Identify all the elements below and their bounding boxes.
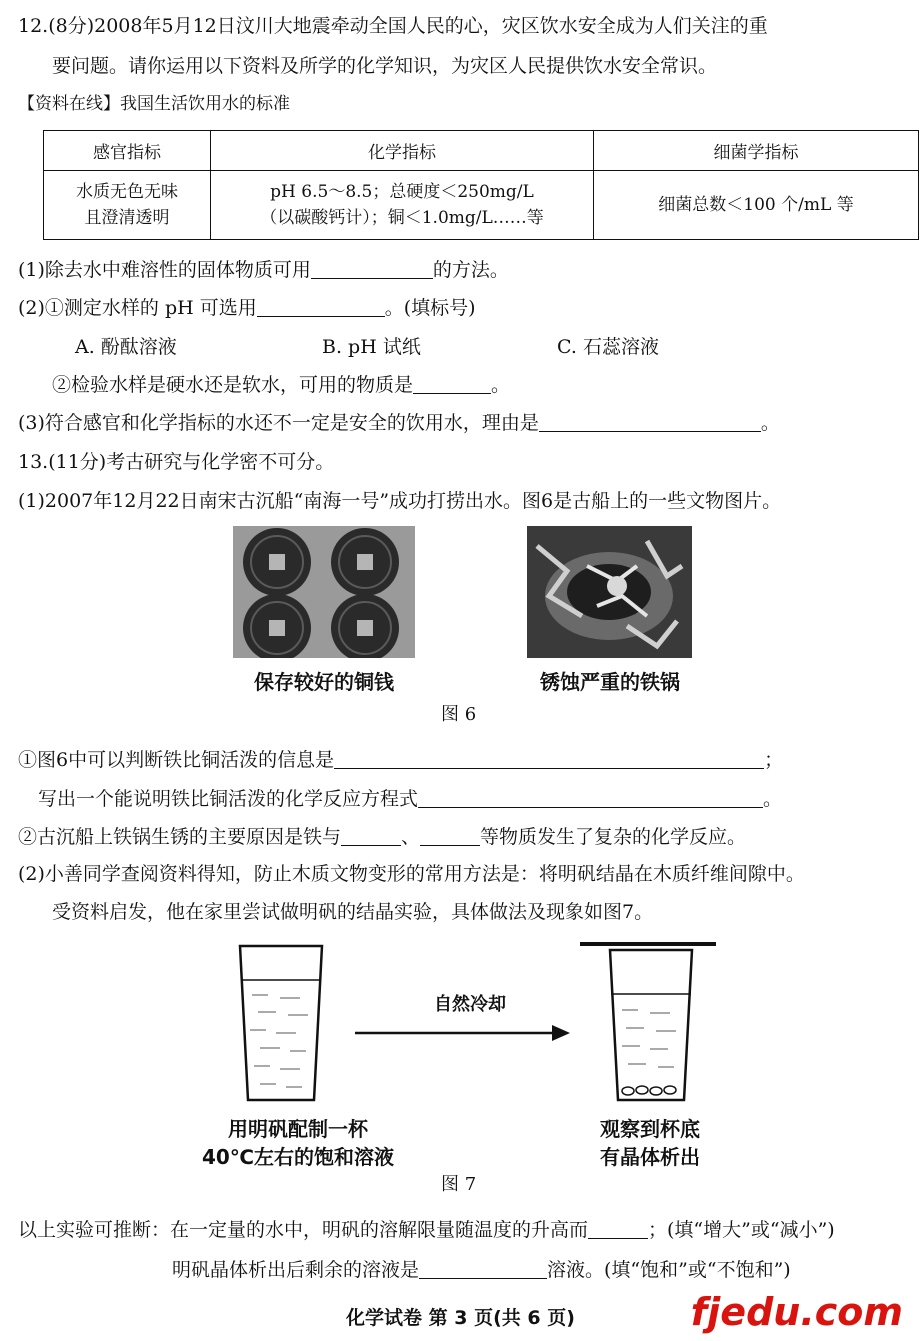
option-a: A. 酚酞溶液 (75, 336, 177, 358)
answer-blank[interactable] (420, 827, 480, 846)
q13-part1: (1)2007年12月22日南宋古沉船“南海一号”成功打捞出水。图6是古船上的一些文物图片。 (18, 490, 782, 512)
text: 。 (763, 788, 783, 810)
fig6-caption-right: 锈蚀严重的铁锅 (540, 670, 680, 694)
caption-line: 40℃左右的饱和溶液 (201, 1145, 395, 1169)
text: 写出一个能说明铁比铜活泼的化学反应方程式 (38, 788, 419, 810)
answer-blank[interactable] (539, 413, 761, 432)
answer-blank[interactable] (419, 1260, 547, 1279)
text: 。 (491, 374, 511, 396)
q12-line2: 要问题。请你运用以下资料及所学的化学知识，为灾区人民提供饮水安全常识。 (52, 55, 718, 77)
answer-blank[interactable] (588, 1220, 648, 1239)
text: 。(填标号) (384, 297, 476, 319)
answer-blank[interactable] (413, 375, 491, 394)
fig7-caption-right (540, 1115, 760, 1171)
option-c: C. 石蕊溶液 (557, 336, 659, 358)
table-header: 化学指标 (211, 131, 594, 171)
crystallization-diagram (230, 940, 730, 1110)
table-header: 细菌学指标 (594, 131, 919, 171)
text: ②检验水样是硬水还是软水，可用的物质是 (52, 374, 414, 396)
text: (3)符合感官和化学指标的水还不一定是安全的饮用水，理由是 (18, 412, 539, 434)
text: ；(填“增大”或“减小”) (648, 1219, 835, 1241)
q13-item3 (18, 825, 746, 849)
option-b: B. pH 试纸 (322, 336, 421, 358)
fig7-label: 图 7 (441, 1174, 477, 1195)
table-header: 感官指标 (44, 131, 211, 171)
q12-part2b (52, 373, 510, 397)
q13-part2b: 受资料启发，他在家里尝试做明矾的结晶实验，具体做法及现象如图7。 (52, 901, 654, 923)
table-cell-line: pH 6.5～8.5；总硬度＜250mg/L (270, 182, 534, 202)
text: (2)①测定水样的 pH 可选用 (18, 297, 257, 319)
text: 、 (401, 826, 421, 848)
q13-part2a: (2)小善同学查阅资料得知，防止木质文物变形的常用方法是：将明矾结晶在木质纤维间隙中。 (18, 863, 805, 885)
caption-line: 用明矾配制一杯 (228, 1117, 368, 1141)
fig7-caption-left (168, 1115, 428, 1171)
text: 明矾晶体析出后剩余的溶液是 (172, 1259, 420, 1281)
q12-part1 (18, 258, 509, 282)
text: 以上实验可推断：在一定量的水中，明矾的溶解限量随温度的升高而 (18, 1219, 589, 1241)
q13-item2 (38, 787, 782, 811)
answer-blank[interactable] (257, 298, 385, 317)
table-cell-line: 水质无色无味 (76, 182, 178, 202)
table-cell-line: 且澄清透明 (84, 208, 170, 228)
table-cell-bacteria: 细菌总数＜100 个/mL 等 (594, 171, 919, 240)
q12-line1: 12.(8分)2008年5月12日汶川大地震牵动全国人民的心，灾区饮水安全成为人们关注的重 (18, 15, 768, 37)
text: 。 (760, 412, 780, 434)
table-cell-sensory (44, 171, 211, 240)
text: 溶液。(填“饱和”或“不饱和”) (547, 1259, 791, 1281)
text: ②古沉船上铁锅生锈的主要原因是铁与 (18, 826, 342, 848)
text: ①图6中可以判断铁比铜活泼的信息是 (18, 749, 335, 771)
arrow-label: 自然冷却 (434, 994, 506, 1015)
q13-title: 13.(11分)考古研究与化学密不可分。 (18, 451, 335, 473)
q13-conclusion2 (172, 1258, 791, 1282)
q12-part2 (18, 296, 476, 320)
text: (1)除去水中难溶性的固体物质可用 (18, 259, 311, 281)
info-title: 【资料在线】我国生活饮用水的标准 (18, 94, 290, 114)
text: ； (764, 749, 784, 771)
copper-coins-photo (233, 526, 415, 658)
text: 等物质发生了复杂的化学反应。 (480, 826, 747, 848)
answer-blank[interactable] (334, 750, 764, 769)
text: 的方法。 (432, 259, 509, 281)
fig6-label: 图 6 (441, 704, 477, 725)
q12-part3 (18, 411, 780, 435)
q13-item1 (18, 748, 783, 772)
page-footer: 化学试卷 第 3 页(共 6 页) (346, 1307, 575, 1329)
answer-blank[interactable] (311, 260, 433, 279)
water-standard-table (43, 130, 919, 240)
q13-conclusion1 (18, 1218, 835, 1242)
answer-blank[interactable] (341, 827, 401, 846)
caption-line: 有晶体析出 (600, 1145, 700, 1169)
rusty-iron-pot-photo (527, 526, 692, 658)
answer-blank[interactable] (418, 789, 763, 808)
watermark-logo: fjedu.com (690, 1290, 903, 1334)
table-cell-line: （以碳酸钙计）；铜＜1.0mg/L……等 (260, 208, 544, 228)
caption-line: 观察到杯底 (600, 1117, 700, 1141)
table-cell-chemical (211, 171, 594, 240)
fig6-caption-left: 保存较好的铜钱 (254, 670, 394, 694)
